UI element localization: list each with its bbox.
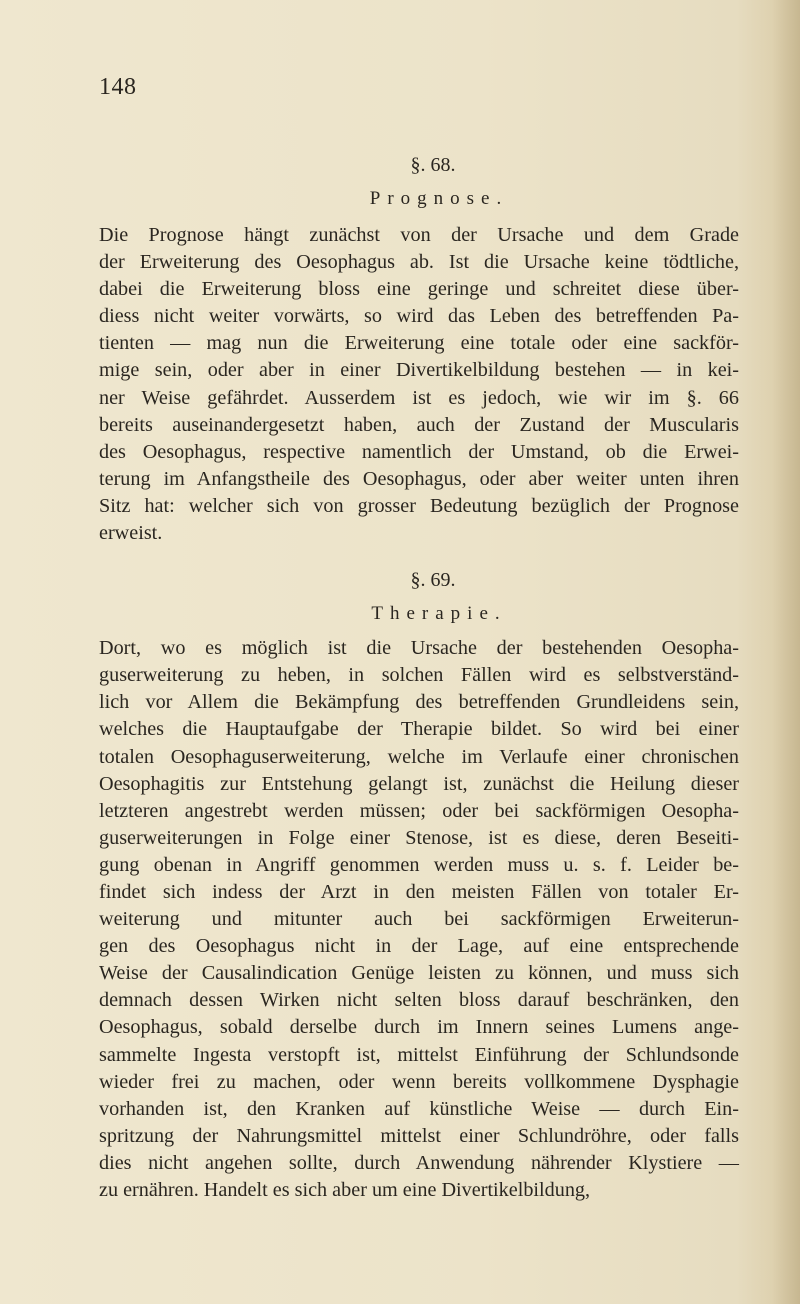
section-69-paragraph <box>99 635 739 1204</box>
section-68-paragraph <box>99 222 739 547</box>
text-line: dies nicht angehen sollte, durch Anwendung nährender Klystiere — <box>99 1151 739 1174</box>
page-number: 148 <box>99 74 137 100</box>
text-line: welches die Hauptaufgabe der Therapie bildet. So wird bei einer <box>99 718 739 741</box>
text-line: guserweiterungen in Folge einer Stenose, ist es diese, deren Beseiti- <box>99 826 739 849</box>
text-line: Weise der Causalindication Genüge leisten zu können, und muss sich <box>99 962 739 985</box>
text-line: mige sein, oder aber in einer Divertikelbildung bestehen — in kei- <box>99 359 739 382</box>
text-line: findet sich indess der Arzt in den meisten Fällen von totaler Er- <box>99 880 739 903</box>
text-line: Dort, wo es möglich ist die Ursache der bestehenden Oesopha- <box>99 637 739 660</box>
text-line: terung im Anfangstheile des Oesophagus, oder aber weiter unten ihren <box>99 467 739 490</box>
text-line: wieder frei zu machen, oder wenn bereits vollkommene Dysphagie <box>99 1070 739 1093</box>
text-line: tienten — mag nun die Erweiterung eine totale oder eine sackför- <box>99 332 739 355</box>
text-line: gen des Oesophagus nicht in der Lage, auf eine entsprechende <box>99 935 739 958</box>
text-line: letzteren angestrebt werden müssen; oder bei sackförmigen Oesopha- <box>99 799 739 822</box>
text-line: sammelte Ingesta verstopft ist, mittelst Einführung der Schlundsonde <box>99 1043 739 1066</box>
text-line: dabei die Erweiterung bloss eine geringe und schreitet diese über- <box>99 278 739 301</box>
text-line: Sitz hat: welcher sich von grosser Bedeutung bezüglich der Prognose <box>99 494 739 517</box>
page-edge-shadow <box>772 0 800 1304</box>
section-68-title: Prognose. <box>369 188 509 209</box>
section-69-title: Therapie. <box>371 603 507 625</box>
text-line: spritzung der Nahrungsmittel mittelst einer Schlundröhre, oder falls <box>99 1124 739 1147</box>
text-line: zu ernähren. Handelt es sich aber um eine Divertikelbildung, <box>99 1179 591 1201</box>
text-line: ner Weise gefährdet. Ausserdem ist es jedoch, wie wir im §. 66 <box>99 386 739 409</box>
text-line: gung obenan in Angriff genommen werden muss u. s. f. Leider be- <box>99 853 739 876</box>
text-line: Oesophagus, sobald derselbe durch im Innern seines Lumens ange- <box>99 1016 739 1039</box>
text-line: bereits auseinandergesetzt haben, auch der Zustand der Muscularis <box>99 413 739 436</box>
section-68-number: §. 68. <box>410 154 456 176</box>
text-line: erweist. <box>99 522 163 545</box>
text-line: weiterung und mitunter auch bei sackförmigen Erweiterun- <box>99 908 739 931</box>
text-line: Die Prognose hängt zunächst von der Ursache und dem Grade <box>99 224 739 246</box>
text-line: totalen Oesophaguserweiterung, welche im Verlaufe einer chronischen <box>99 745 739 768</box>
text-line: lich vor Allem die Bekämpfung des betreffenden Grundleidens sein, <box>99 691 739 714</box>
text-line: diess nicht weiter vorwärts, so wird das Leben des betreffenden Pa- <box>99 305 739 328</box>
text-line: guserweiterung zu heben, in solchen Fällen wird es selbstverständ- <box>99 664 739 687</box>
text-line: demnach dessen Wirken nicht selten bloss darauf beschränken, den <box>99 989 739 1012</box>
text-line: des Oesophagus, respective namentlich der Umstand, ob die Erwei- <box>99 440 739 463</box>
text-block <box>99 150 739 1204</box>
text-line: vorhanden ist, den Kranken auf künstliche Weise — durch Ein- <box>99 1097 739 1120</box>
section-69-number: §. 69. <box>410 569 456 592</box>
text-line: Oesophagitis zur Entstehung gelangt ist, zunächst die Heilung dieser <box>99 772 739 795</box>
text-line: der Erweiterung des Oesophagus ab. Ist die Ursache keine tödtliche, <box>99 251 739 274</box>
